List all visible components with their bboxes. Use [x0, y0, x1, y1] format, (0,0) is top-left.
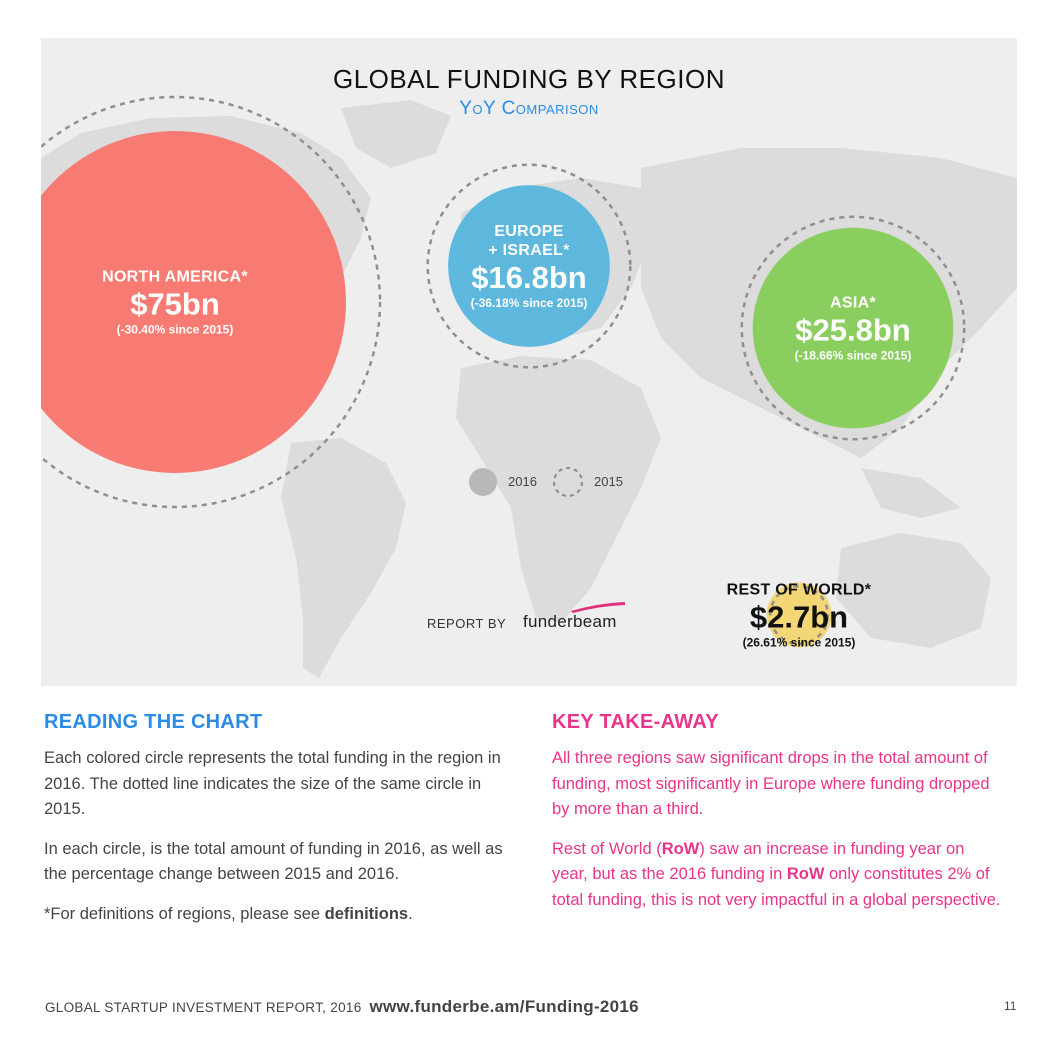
reading-heading: READING THE CHART: [44, 711, 263, 733]
legend-label-2016: 2016: [508, 474, 537, 489]
chart-panel: [41, 38, 1017, 686]
label-north-america: [102, 268, 248, 337]
region-change: (26.61% since 2015): [742, 635, 856, 650]
footer: [45, 997, 639, 1017]
definitions-suffix: .: [408, 904, 413, 923]
row-abbrev: RoW: [786, 865, 825, 883]
takeaway-paragraph-2: [552, 837, 1002, 914]
region-name: REST OF WORLD*: [726, 581, 872, 599]
reading-paragraph-1: Each colored circle represents the total funding in the region in 2016. The dotted line indicates the size of the same circle in 2015.: [44, 749, 501, 818]
region-name-line2: + ISRAEL*: [488, 242, 570, 259]
region-change: (-18.66% since 2015): [794, 348, 912, 363]
footer-report-name: GLOBAL STARTUP INVESTMENT REPORT, 2016: [45, 1000, 362, 1015]
footer-url-link[interactable]: www.funderbe.am/Funding-2016: [369, 997, 639, 1016]
takeaway-paragraph-1: All three regions saw significant drops in the total amount of funding, most significantly in Europe where funding dropped by more than a third.: [552, 749, 990, 818]
definitions-link[interactable]: definitions: [324, 904, 409, 923]
page-number: 11: [1004, 999, 1017, 1013]
region-name: NORTH AMERICA*: [102, 268, 248, 286]
region-change: (-36.18% since 2015): [470, 296, 588, 310]
takeaway-text: only constitutes 2% of total funding, this is not very impactful in a global perspective.: [552, 865, 1001, 909]
reading-the-chart-section: [44, 711, 514, 941]
reading-paragraph-3: [44, 902, 514, 928]
region-change: (-30.40% since 2015): [116, 322, 234, 337]
region-value: $25.8bn: [795, 312, 911, 348]
definitions-prefix: *For definitions of regions, please see: [44, 904, 325, 923]
region-value: $2.7bn: [749, 599, 849, 635]
takeaway-heading: KEY TAKE-AWAY: [552, 711, 719, 733]
continent-southeast-asia: [861, 468, 961, 518]
chart-title: GLOBAL FUNDING BY REGION: [333, 64, 725, 94]
report-by-label: REPORT BY: [427, 616, 507, 631]
brand-name: funderbeam: [523, 612, 617, 631]
region-value: $16.8bn: [471, 260, 587, 295]
key-takeaway-section: [552, 711, 1002, 927]
region-name-line1: EUROPE: [494, 223, 564, 240]
legend-filled-circle: [469, 468, 497, 496]
takeaway-text: ) saw an increase in funding year on year, but as the 2016 funding in: [552, 839, 965, 883]
label-europe: [471, 222, 588, 310]
row-abbrev: RoW: [661, 839, 700, 858]
takeaway-text: Rest of World (: [552, 839, 662, 858]
reading-paragraph-2: In each circle, is the total amount of funding in 2016, as well as the percentage change between 2015 and 2016.: [44, 839, 503, 883]
continent-south-america: [281, 438, 406, 678]
region-name: ASIA*: [830, 294, 876, 312]
brand-swoosh-icon: [569, 601, 627, 613]
chart-subtitle: YoY Comparison: [459, 98, 599, 119]
label-rest-of-world: [727, 581, 872, 650]
region-value: $75bn: [130, 286, 220, 322]
label-asia: [795, 294, 912, 363]
legend-label-2015: 2015: [594, 474, 623, 489]
